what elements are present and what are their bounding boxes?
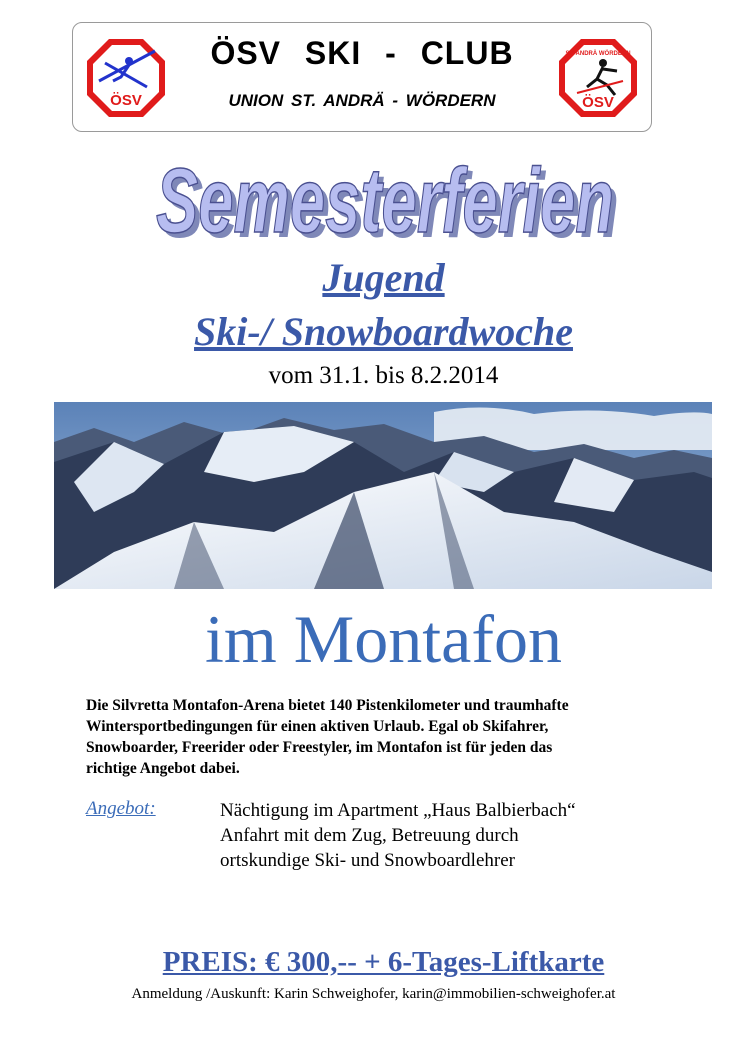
- osv-st-andrae-skier-logo: [557, 37, 639, 119]
- offer-line: ortskundige Ski- und Snowboardlehrer: [220, 850, 515, 871]
- contact-line: Anmeldung /Auskunft: Karin Schweighofer, karin@immobilien-schweighofer.at: [131, 986, 616, 1002]
- semesterferien-headline: [0, 132, 747, 262]
- intro-line: richtige Angebot dabei.: [86, 760, 240, 777]
- subheadline-ski-snowboardwoche: Ski-/ Snowboardwoche: [194, 309, 573, 354]
- club-title: ÖSV SKI - CLUB: [210, 35, 514, 71]
- svg-text:ÖSV: ÖSV: [582, 94, 614, 111]
- intro-line: Die Silvretta Montafon-Arena bietet 140 Pistenkilometer und traumhafte: [86, 697, 569, 714]
- svg-text:Semesterferien: Semesterferien: [156, 150, 614, 252]
- offer-line: Nächtigung im Apartment „Haus Balbierbach“: [220, 800, 576, 821]
- intro-paragraph: [86, 695, 666, 779]
- snowy-mountain-panorama: [54, 402, 712, 589]
- location-montafon: im Montafon: [205, 601, 562, 677]
- offer-label: Angebot:: [86, 798, 156, 819]
- club-subtitle: UNION ST. ANDRÄ - WÖRDERN: [228, 91, 496, 110]
- subheadline-jugend: Jugend: [322, 255, 445, 300]
- svg-text:Semesterferien: Semesterferien: [161, 155, 619, 257]
- offer-line: Anfahrt mit dem Zug, Betreuung durch: [220, 825, 519, 846]
- intro-line: Snowboarder, Freerider oder Freestyler, im Montafon ist für jeden das: [86, 739, 553, 756]
- offer-details: [220, 798, 576, 873]
- event-dates: vom 31.1. bis 8.2.2014: [268, 362, 499, 389]
- price-line: PREIS: € 300,-- + 6-Tages-Liftkarte: [162, 946, 605, 978]
- intro-line: Wintersportbedingungen für einen aktiven Urlaub. Egal ob Skifahrer,: [86, 718, 549, 735]
- club-header: [72, 22, 652, 132]
- svg-text:ÖSV: ÖSV: [110, 92, 142, 109]
- svg-text:ST. ANDRÄ WÖRDERN: ST. ANDRÄ WÖRDERN: [565, 51, 631, 57]
